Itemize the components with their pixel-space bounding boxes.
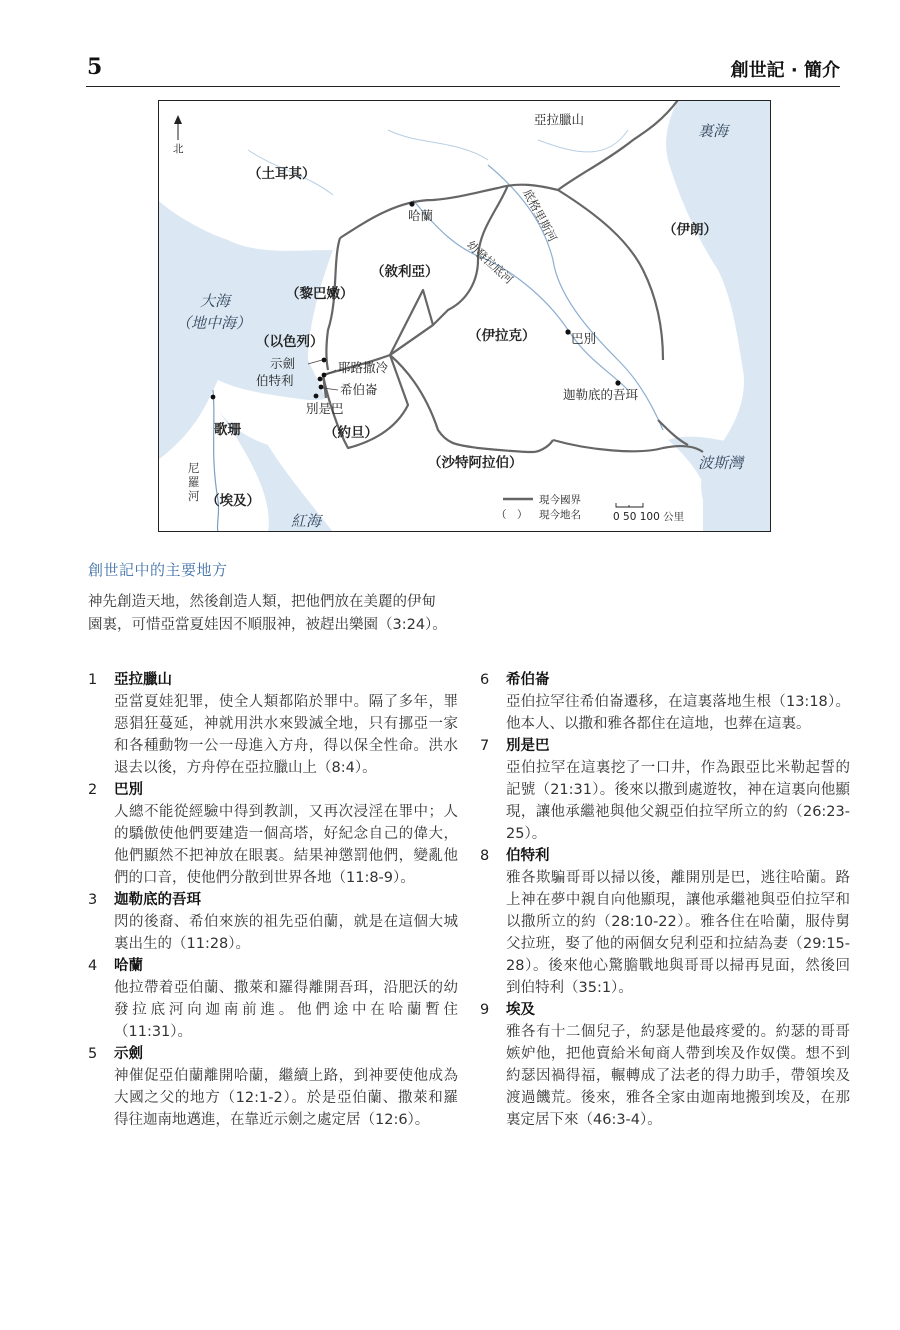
sea-mediterranean-alt: （地中海） <box>176 314 252 332</box>
entry-name: 巴別 <box>114 782 143 798</box>
place-entry <box>480 999 850 1131</box>
place-entry <box>88 779 458 889</box>
entry-text: 神催促亞伯蘭離開哈蘭，繼續上路，到神要使他成為大國之父的地方（12:1-2）。於是亞伯蘭、撒萊和羅得往迦南地邁進，在靠近示劍之處定居（12:6）。 <box>114 1068 458 1128</box>
place-haran: 哈蘭 <box>408 208 434 223</box>
entry-number: 2 <box>88 782 98 798</box>
country-syria: （敘利亞） <box>371 264 439 280</box>
mountain-label: 亞拉臘山 <box>534 112 585 127</box>
entry-text: 亞伯拉罕往希伯崙遷移，在這裏落地生根（13:18）。他本人、以撒和雅各都住在這地，也葬在這裏。 <box>506 694 850 732</box>
entry-number: 7 <box>480 738 490 754</box>
place-entry <box>88 889 458 955</box>
river-nile-1: 尼 <box>188 461 200 475</box>
entry-number: 9 <box>480 1002 490 1018</box>
entry-text: 人總不能從經驗中得到教訓，又再次浸淫在罪中；人的驕傲使他們要建造一個高塔，好紀念自己的偉大，他們顯然不把神放在眼裏。結果神懲罰他們，變亂他們的口音，使他們分散到世界各地（11:8-9）。 <box>114 804 458 886</box>
entry-number: 8 <box>480 848 490 864</box>
entry-name: 亞拉臘山 <box>114 672 172 688</box>
entry-text: 雅各有十二個兒子，約瑟是他最疼愛的。約瑟的哥哥嫉妒他，把他賣給米甸商人帶到埃及作奴僕。想不到約瑟因禍得福，輾轉成了法老的得力助手，帶領埃及渡過饑荒。後來，雅各全家由迦南地搬到埃及，在那裏定居下來（46:3-4）。 <box>506 1024 850 1128</box>
entry-name: 希伯崙 <box>506 672 550 688</box>
entry-name: 哈蘭 <box>114 958 143 974</box>
entry-text: 亞伯拉罕在這裏挖了一口井，作為跟亞比米勒起誓的記號（21:31）。後來以撒到處遊牧，神在這裏向他顯現，讓他承繼祂與他父親亞伯拉罕所立的約（26:23-25）。 <box>506 760 850 842</box>
place-beersheba: 別是巴 <box>306 401 344 416</box>
entry-number: 5 <box>88 1046 98 1062</box>
country-jordan: （約旦） <box>324 425 378 441</box>
place-goshen: 歌珊 <box>214 422 241 438</box>
place-hebron: 希伯崙 <box>340 382 378 397</box>
intro-paragraph: 神先創造天地，然後創造人類，把他們放在美麗的伊甸園裏，可惜亞當夏娃因不順服神，被趕出樂園（3:24）。 <box>88 594 447 633</box>
country-iran: （伊朗） <box>663 222 717 238</box>
legend-scale: 0 50 100 公里 <box>613 511 685 523</box>
country-israel: （以色列） <box>256 334 324 350</box>
page-number: 5 <box>87 54 103 80</box>
sea-red: 紅海 <box>291 512 322 530</box>
legend-border: 現今國界 <box>539 494 581 506</box>
country-iraq: （伊拉克） <box>468 328 536 344</box>
place-jerusalem: 耶路撒冷 <box>338 360 389 375</box>
map <box>158 100 771 532</box>
entry-text: 他拉帶着亞伯蘭、撒萊和羅得離開吾珥，沿肥沃的幼發拉底河向迦南前進。他們途中在哈蘭暫住（11:31）。 <box>114 980 458 1040</box>
country-lebanon: （黎巴嫩） <box>286 286 354 302</box>
sea-persian-gulf: 波斯灣 <box>698 454 744 472</box>
entry-number: 4 <box>88 958 98 974</box>
entry-number: 1 <box>88 672 98 688</box>
entries-right-column <box>480 669 850 1131</box>
sea-caspian: 裏海 <box>698 122 729 140</box>
entry-name: 埃及 <box>506 1002 535 1018</box>
legend-name: 現今地名 <box>539 509 581 521</box>
country-egypt: （埃及） <box>206 493 260 509</box>
place-entry <box>480 669 850 735</box>
river-nile-3: 河 <box>188 489 200 503</box>
entry-name: 別是巴 <box>506 738 550 754</box>
country-turkey: （土耳其） <box>248 166 316 182</box>
sea-mediterranean: 大海 <box>200 292 231 310</box>
section-title: 創世記中的主要地方 <box>88 561 228 579</box>
place-bethel: 伯特利 <box>256 373 294 388</box>
running-head: 創世記 · 簡介 <box>730 60 840 81</box>
entry-number: 6 <box>480 672 490 688</box>
entry-text: 亞當夏娃犯罪，使全人類都陷於罪中。隔了多年，罪惡猖狂蔓延，神就用洪水來毀滅全地，只有挪亞一家和各種動物一公一母進入方舟，得以保全性命。洪水退去以後，方舟停在亞拉臘山上（8:4）。 <box>114 694 458 776</box>
entry-name: 伯特利 <box>506 848 550 864</box>
place-shechem: 示劍 <box>270 356 296 371</box>
place-ur: 迦勒底的吾珥 <box>563 387 639 402</box>
entry-text: 雅各欺騙哥哥以掃以後，離開別是巴，逃往哈蘭。路上神在夢中親自向他顯現，讓他承繼祂與亞伯拉罕和以撒所立的約（28:10-22）。雅各住在哈蘭，服侍舅父拉班，娶了他的兩個女兒利亞和拉結為妻（29:15-28）。後來他心驚膽戰地與哥哥以掃再見面，然後回到伯特利（35:1）。 <box>506 870 850 996</box>
place-entry <box>480 735 850 845</box>
entry-number: 3 <box>88 892 98 908</box>
legend-paren: （ ） <box>496 509 528 521</box>
entry-name: 示劍 <box>114 1046 143 1062</box>
entry-text: 閃的後裔、希伯來族的祖先亞伯蘭，就是在這個大城裏出生的（11:28）。 <box>114 914 458 952</box>
place-entry <box>88 1043 458 1131</box>
entry-name: 迦勒底的吾珥 <box>114 892 201 908</box>
country-saudi: （沙特阿拉伯） <box>428 455 523 471</box>
place-entry <box>480 845 850 999</box>
entries-left-column <box>88 669 458 1131</box>
place-entry <box>88 955 458 1043</box>
place-entry <box>88 669 458 779</box>
river-tigris: 底格里斯河 <box>520 186 560 245</box>
place-babel: 巴別 <box>571 331 597 346</box>
north-label: 北 <box>173 143 184 155</box>
header-rule <box>86 86 840 87</box>
river-euphrates: 幼發拉底河 <box>463 237 517 287</box>
river-nile-2: 羅 <box>188 475 200 489</box>
